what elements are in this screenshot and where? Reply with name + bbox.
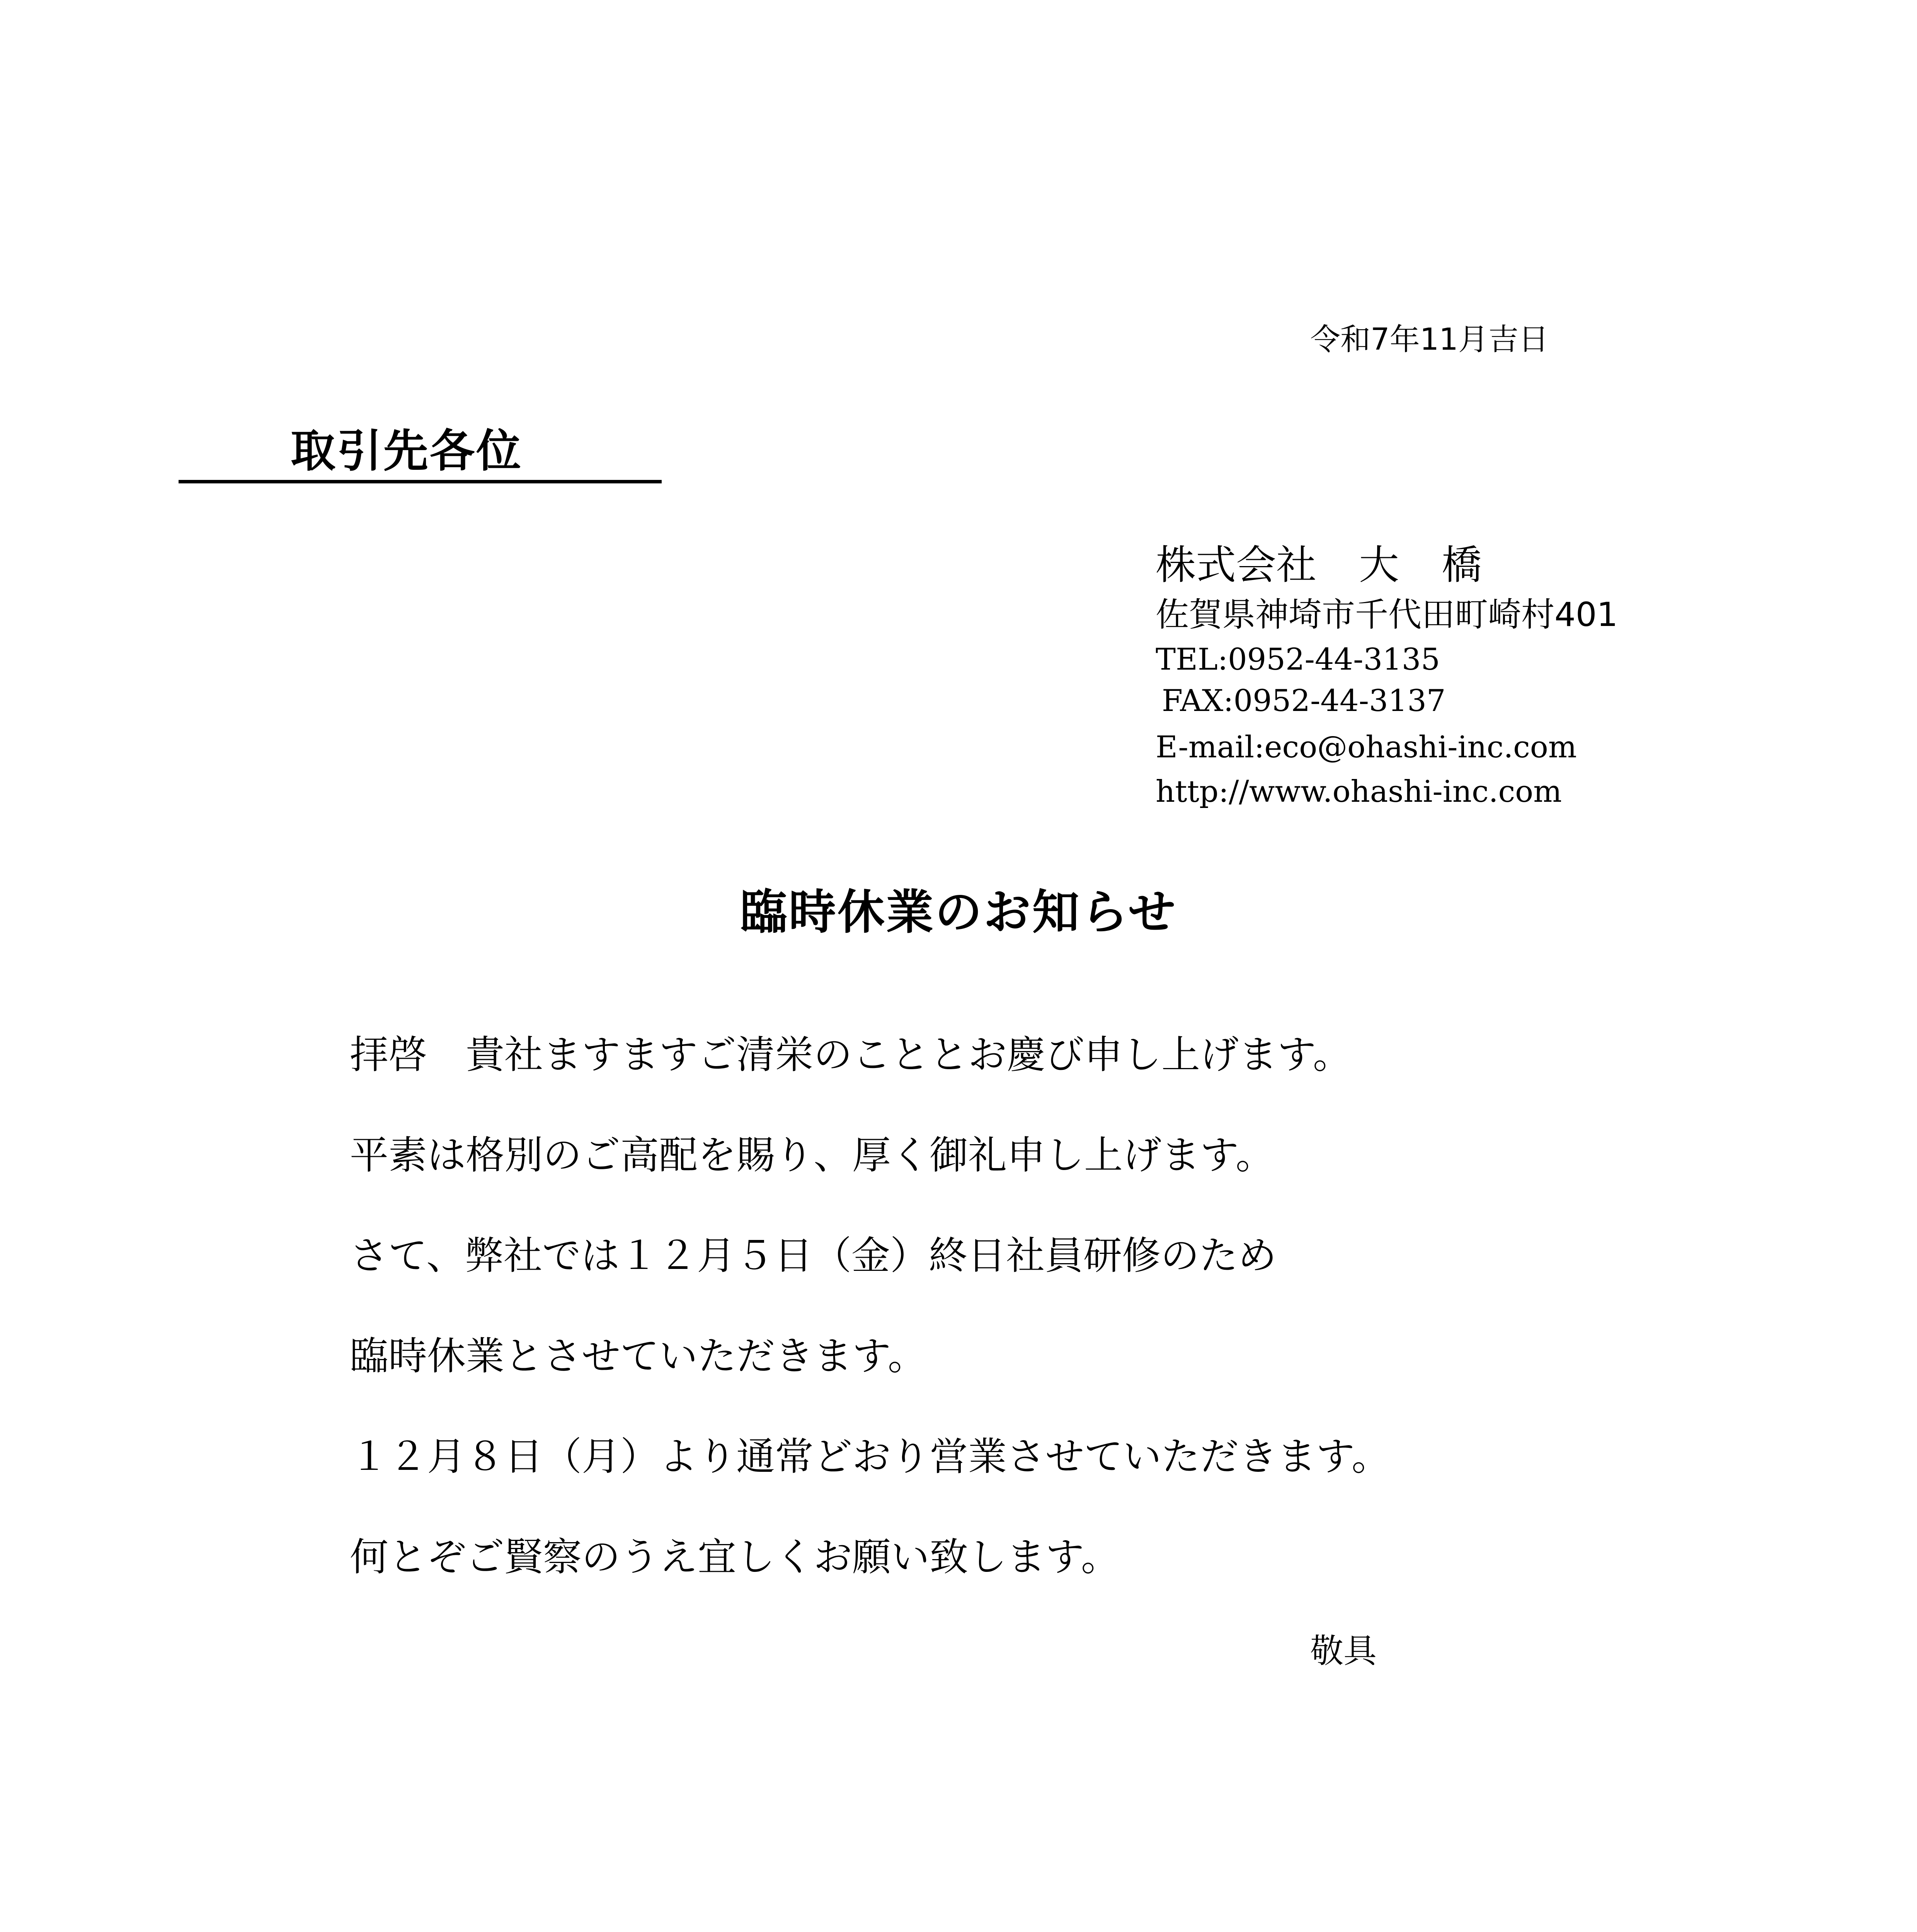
company-name-part-2: 橋	[1442, 541, 1482, 588]
company-email: E-mail:eco@ohashi-inc.com	[1156, 730, 1577, 765]
body-paragraph: １２月８日（月）より通常どおり営業させていただきます。	[350, 1434, 1390, 1479]
body-paragraph: 何とぞご賢察のうえ宜しくお願い致します。	[350, 1534, 1120, 1580]
document-date: 令和7年11月吉日	[1310, 322, 1549, 357]
company-address: 佐賀県神埼市千代田町崎村401	[1156, 595, 1618, 634]
company-tel: TEL:0952-44-3135	[1156, 642, 1440, 677]
company-prefix: 株式会社	[1156, 541, 1317, 588]
addressee-label: 取引先各位	[291, 425, 523, 477]
body-paragraph: 拝啓 貴社ますますご清栄のこととお慶び申し上げます。	[350, 1032, 1352, 1077]
closing-salutation: 敬具	[1310, 1632, 1377, 1670]
body-paragraph: さて、弊社では１２月５日（金）終日社員研修のため	[350, 1233, 1277, 1278]
company-url: http://www.ohashi-inc.com	[1156, 774, 1562, 809]
notice-title: 臨時休業のお知らせ	[740, 885, 1177, 940]
body-paragraph: 平素は格別のご高配を賜り、厚く御礼申し上げます。	[350, 1133, 1274, 1178]
addressee-block	[179, 425, 662, 483]
body-paragraph: 臨時休業とさせていただきます。	[350, 1333, 926, 1379]
company-fax: FAX:0952-44-3137	[1162, 684, 1446, 718]
company-name-part-1: 大	[1359, 541, 1399, 588]
company-name	[1156, 541, 1482, 588]
